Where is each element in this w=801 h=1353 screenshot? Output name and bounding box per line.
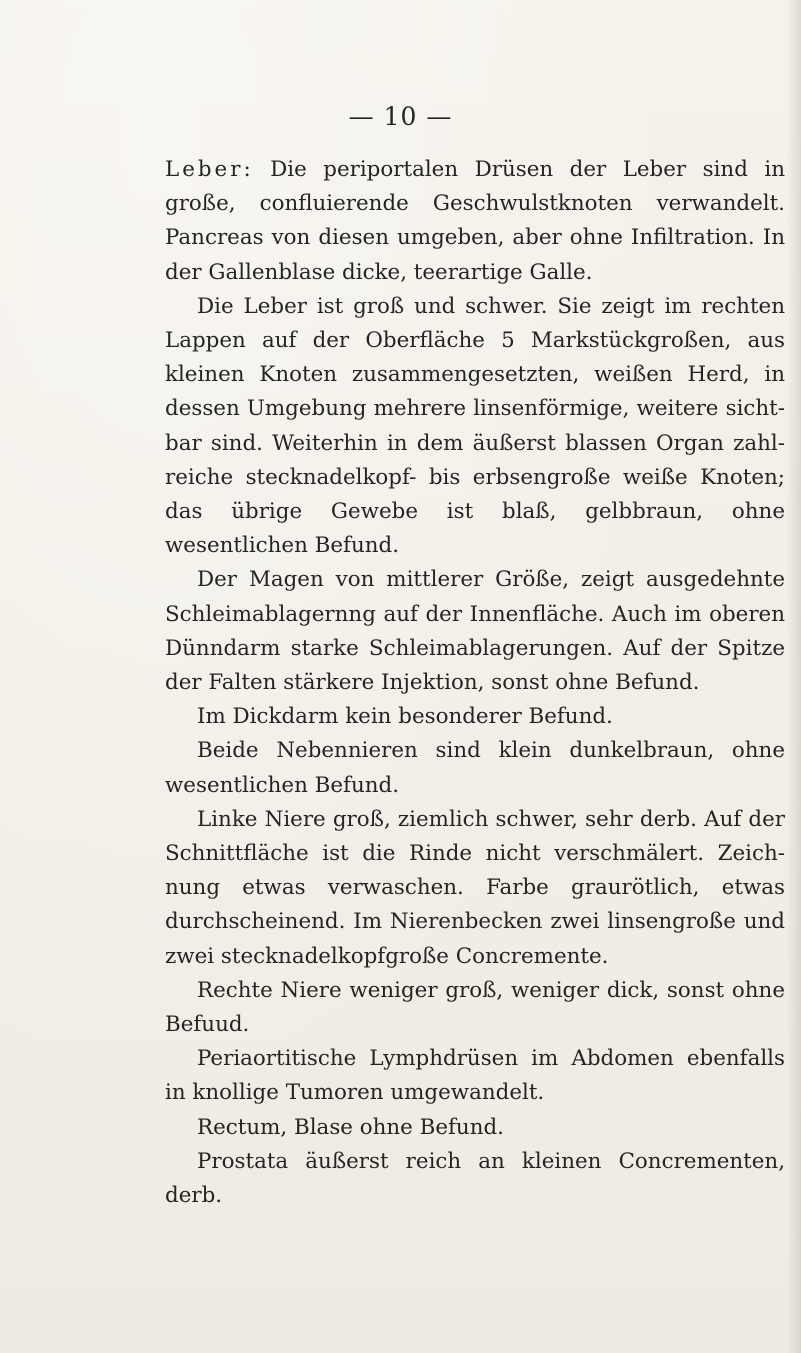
paragraph-linke-niere xyxy=(165,803,785,974)
paragraph-text: Rectum, Blase ohne Befund. xyxy=(197,1114,504,1140)
paragraph-text: Linke Niere groß, ziemlich schwer, sehr derb. Auf der Schnittfläche ist die Rinde nicht verschmälert. Zeichnung etwas verwaschen. Farbe graurötlich, etwas durchscheinend. Im Nierenbecken zwei linsengroße und zwei stecknadelkopfgroße Concremente. xyxy=(165,806,785,969)
paragraph-magen xyxy=(165,563,785,700)
body-text xyxy=(165,153,785,1213)
paragraph-rechte-niere xyxy=(165,974,785,1042)
paragraph-prostata xyxy=(165,1145,785,1213)
paragraph-text: Der Magen von mittlerer Größe, zeigt ausgedehnte Schleimablagernng auf der Innenfläche. Auch im oberen Dünndarm starke Schleimablagerungen. Auf der Spitze der Falten stärkere Injektion, sonst ohne Befund. xyxy=(165,567,785,696)
page-number: — 10 — xyxy=(348,102,453,131)
paragraph-text: Rechte Niere weniger groß, weniger dick, sonst ohne Befuud. xyxy=(165,977,785,1038)
paragraph-leber-detail xyxy=(165,290,785,564)
paragraph-text: Periaortitische Lymphdrüsen im Abdomen ebenfalls in knollige Tumoren umgewandelt. xyxy=(165,1046,785,1106)
paragraph-leber xyxy=(165,153,785,290)
paragraph-nebennieren xyxy=(165,734,785,802)
paragraph-text: Die Leber ist groß und schwer. Sie zeigt im rechten Lappen auf der Oberfläche 5 Markstückgroßen, aus kleinen Knoten zusammengesetzten, weißen Herd, in dessen Umgebung mehrere linsenförmige, weitere sichtbar sind. Weiterhin in dem äußerst blassen Organ zahlreiche stecknadelkopf- bis erbsengroße weiße Knoten; das übrige Gewebe ist blaß, gelbbraun, ohne wesentlichen Befund. xyxy=(165,293,785,559)
paragraph-text: Beide Nebennieren sind klein dunkelbraun, ohne wesentlichen Befund. xyxy=(165,738,785,798)
paragraph-lymphdruesen xyxy=(165,1042,785,1110)
page-edge-shadow xyxy=(787,0,801,1353)
paragraph-text: Im Dickdarm kein besonderer Befund. xyxy=(197,704,613,730)
term-leber: Leber: xyxy=(165,157,254,182)
paragraph-text: Prostata äußerst reich an kleinen Concrementen, derb. xyxy=(165,1148,785,1209)
paragraph-rectum xyxy=(165,1111,785,1145)
paragraph-dickdarm xyxy=(165,700,785,734)
paragraph-text: Die periportalen Drüsen der Leber sind in große, confluierende Geschwulstknoten verwandelt. Pancreas von diesen umgeben, aber ohne Infiltration. In der Gallenblase dicke, teerartige Galle. xyxy=(165,157,785,285)
